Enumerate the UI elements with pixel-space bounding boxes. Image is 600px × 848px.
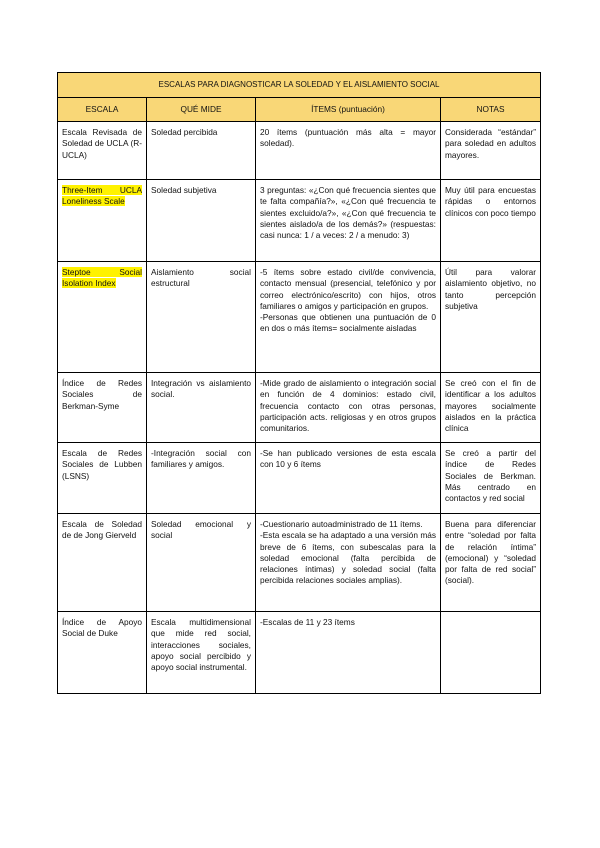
header-notas: NOTAS xyxy=(441,98,541,122)
cell-mide: Soledad percibida xyxy=(147,122,256,180)
cell-notas: Se creó con el fin de identificar a los adultos mayores socialmente aislados en la práctica clínica xyxy=(441,373,541,443)
cell-escala: Escala de Soledad de de Jong Gierveld xyxy=(58,514,147,612)
cell-escala: Índice de Redes Sociales de Berkman-Syme xyxy=(58,373,147,443)
header-que-mide: QUÉ MIDE xyxy=(147,98,256,122)
cell-mide: Soledad subjetiva xyxy=(147,180,256,262)
cell-items xyxy=(256,373,441,443)
cell-items xyxy=(256,122,441,180)
table-header-row xyxy=(58,98,541,122)
cell-escala: Índice de Apoyo Social de Duke xyxy=(58,612,147,694)
cell-notas xyxy=(441,612,541,694)
header-escala: ESCALA xyxy=(58,98,147,122)
table-row xyxy=(58,373,541,443)
table-row xyxy=(58,612,541,694)
cell-notas: Muy útil para encuestas rápidas o entornos clínicos con poco tiempo xyxy=(441,180,541,262)
item-line: 20 ítems (puntuación más alta = mayor soledad). xyxy=(260,127,436,149)
cell-mide: Soledad emocional y social xyxy=(147,514,256,612)
cell-notas: Se creó a partir del índice de Redes Sociales de Berkman. Más centrado en contactos y red social xyxy=(441,443,541,514)
cell-mide: Aislamiento social estructural xyxy=(147,262,256,373)
table-title-row xyxy=(58,73,541,98)
cell-items xyxy=(256,443,441,514)
cell-escala xyxy=(58,180,147,262)
item-line: -Mide grado de aislamiento o integración social en función de 4 dominios: estado civil, frecuencia contacto con otras personas, participación acts. religiosas y en otros grupos comunitarios. xyxy=(260,378,436,434)
cell-escala: Escala Revisada de Soledad de UCLA (R-UCLA) xyxy=(58,122,147,180)
item-line: -Personas que obtienen una puntuación de 0 en dos o más ítems= socialmente aisladas xyxy=(260,312,436,334)
item-line: -Cuestionario autoadministrado de 11 ítems. xyxy=(260,519,423,530)
cell-mide: Escala multidimensional que mide red social, interacciones sociales, apoyo social percibido y apoyo social instrumental. xyxy=(147,612,256,694)
cell-notas: Útil para valorar aislamiento objetivo, no tanto percepción subjetiva xyxy=(441,262,541,373)
highlighted-scale-name: Steptoe Social Isolation Index xyxy=(62,267,142,289)
cell-items xyxy=(256,180,441,262)
cell-mide: -Integración social con familiares y amigos. xyxy=(147,443,256,514)
table-row xyxy=(58,514,541,612)
cell-escala xyxy=(58,262,147,373)
cell-mide: Integración vs aislamiento social. xyxy=(147,373,256,443)
table-row xyxy=(58,262,541,373)
item-line: -Se han publicado versiones de esta escala con 10 y 6 ítems xyxy=(260,448,436,470)
scales-table xyxy=(57,72,541,694)
cell-escala: Escala de Redes Sociales de Lubben (LSNS) xyxy=(58,443,147,514)
cell-items xyxy=(256,612,441,694)
item-line: -5 ítems sobre estado civil/de convivencia, contacto mensual (presencial, telefónico y por correo electrónico/escrito) con hijos, otros familiares o amigos y participación en grupos. xyxy=(260,267,436,311)
highlighted-scale-name: Three-Item UCLA Loneliness Scale xyxy=(62,185,142,207)
cell-notas: Buena para diferenciar entre “soledad por falta de relación íntima” (emocional) y “soledad por falta de red social” (social). xyxy=(441,514,541,612)
table-row xyxy=(58,122,541,180)
table-row xyxy=(58,443,541,514)
header-items: ÍTEMS (puntuación) xyxy=(256,98,441,122)
item-line: 3 preguntas: «¿Con qué frecuencia sientes que te falta compañía?», «¿Con qué frecuencia te sientes excluido/a?», «¿Con qué frecuencia te sientes aislado/a de los demás?» (respuestas: casi nunca: 1 / a veces: 2 / a menudo: 3) xyxy=(260,185,436,241)
table-row xyxy=(58,180,541,262)
cell-items xyxy=(256,514,441,612)
cell-items xyxy=(256,262,441,373)
cell-notas: Considerada “estándar” para soledad en adultos mayores. xyxy=(441,122,541,180)
table-title: ESCALAS PARA DIAGNOSTICAR LA SOLEDAD Y EL AISLAMIENTO SOCIAL xyxy=(58,73,541,98)
item-line: -Escalas de 11 y 23 ítems xyxy=(260,617,355,628)
item-line: -Esta escala se ha adaptado a una versión más breve de 6 ítems, con subescalas para la soledad emocional (falta percibida de relaciones íntimas) y soledad social (falta percibida relaciones sociales amplias). xyxy=(260,530,436,586)
